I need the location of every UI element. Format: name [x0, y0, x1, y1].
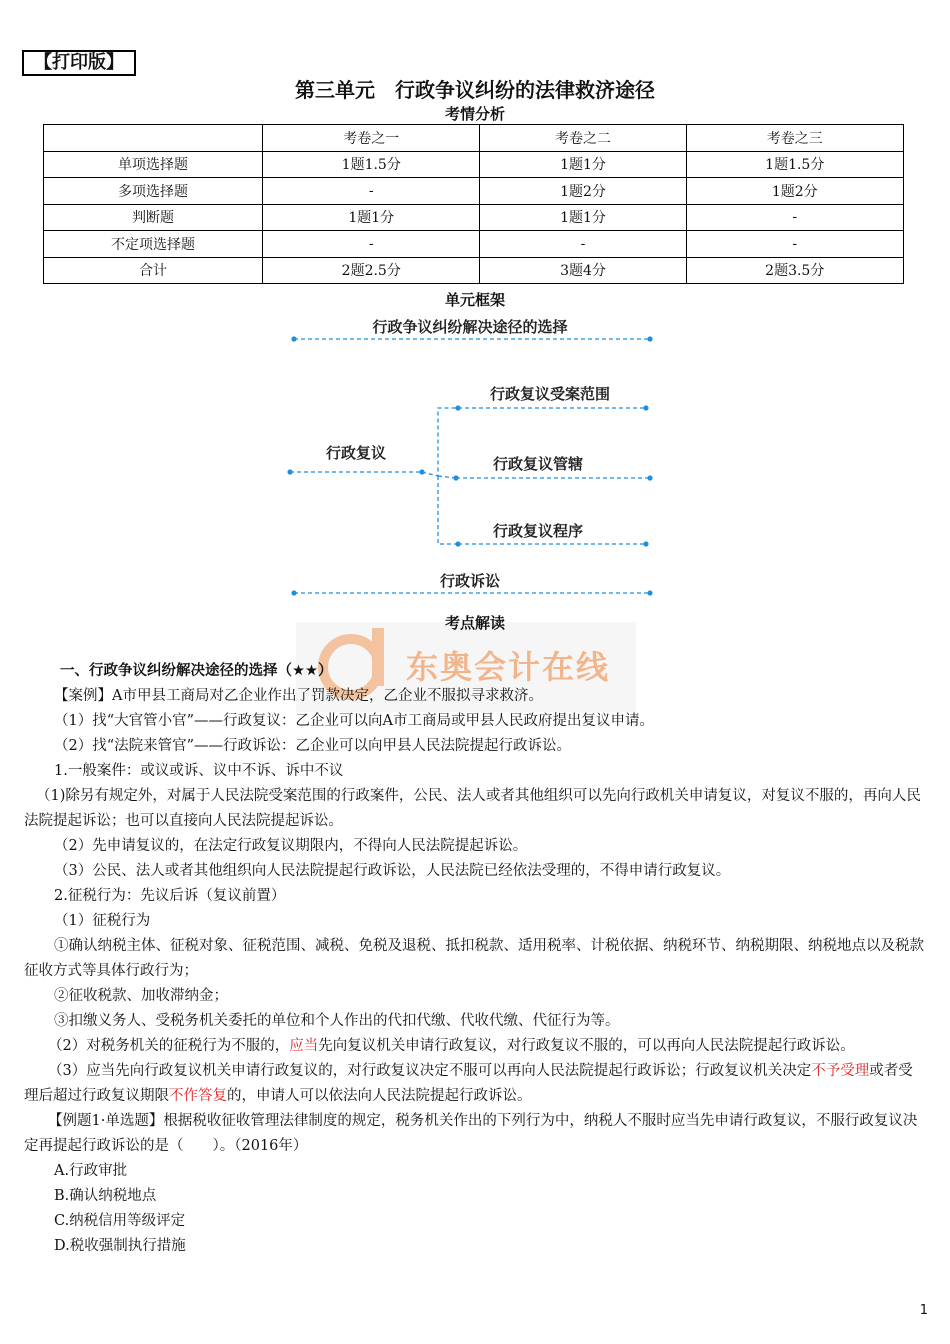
option-c: C.纳税信用等级评定 [54, 1213, 186, 1229]
framework-mindmap [0, 300, 950, 610]
point-1-item-2: （2）先申请复议的，在法定行政复议期限内，不得向人民法院提起诉讼。 [54, 838, 528, 854]
node-dot [287, 469, 292, 474]
print-version-tag: 【打印版】 [22, 50, 136, 76]
table-cell: 1题2分 [480, 178, 686, 205]
point-1-item-3: （3）公民、法人或者其他组织向人民法院提起行政诉讼，人民法院已经依法受理的，不得申请行政复议。 [54, 863, 731, 879]
table-cell: 单项选择题 [44, 151, 263, 178]
table-header-cell: 考卷之三 [686, 125, 904, 152]
node-dot [643, 541, 648, 546]
text-segment: 或者受理后超过行政复议期限 [24, 1063, 913, 1104]
content-body [24, 659, 926, 1259]
connector-branch-2 [438, 476, 456, 478]
table-cell: 1题1分 [480, 151, 686, 178]
text-segment: 先向复议机关申请行政复议，对行政复议不服的，可以再向人民法院提起行政诉讼。 [318, 1038, 855, 1054]
point-1-title: 1.一般案件：或议或诉、议中不诉、诉中不议 [54, 763, 344, 779]
point-2-item-1b: ②征收税款、加收滞纳金； [54, 988, 228, 1004]
option-b: B.确认纳税地点 [54, 1188, 157, 1204]
case-point-2: （2）找“法院来管官”——行政诉讼：乙企业可以向甲县人民法院提起行政诉讼。 [54, 738, 572, 754]
mindmap-bottom-label: 行政诉讼 [439, 572, 500, 590]
table-cell: 不定项选择题 [44, 231, 263, 258]
watermark-text: 东奥会计在线 [406, 648, 611, 686]
table-cell: - [686, 204, 904, 231]
node-dot [291, 336, 296, 341]
table-cell: - [480, 231, 686, 258]
table-row [44, 204, 904, 231]
option-d: D.税收强制执行措施 [54, 1238, 186, 1254]
point-2-item-1: （1）征税行为 [54, 913, 151, 929]
example-question: 【例题1·单选题】根据税收征收管理法律制度的规定，税务机关作出的下列行为中，纳税人不服时应当先申请行政复议，不服行政复议决定再提起行政诉讼的是（ ）。（2016年） [24, 1113, 918, 1154]
point-2-item-2 [24, 1034, 926, 1059]
connector-branch-3 [438, 476, 458, 544]
table-header-cell: 考卷之二 [480, 125, 686, 152]
node-dot [419, 469, 424, 474]
mindmap-center-label: 行政复议 [326, 444, 387, 462]
table-header-row [44, 125, 904, 152]
text-segment: （3）应当先向行政复议机关申请行政复议的，对行政复议决定不服可以再向人民法院提起行政诉讼；行政复议机关决定 [48, 1063, 812, 1079]
point-2-item-3 [24, 1059, 926, 1109]
table-cell: 多项选择题 [44, 178, 263, 205]
table-row [44, 257, 904, 284]
mindmap-branch-3-label: 行政复议程序 [493, 522, 584, 540]
table-cell: 1题1分 [480, 204, 686, 231]
case-point-1: （1）找“大官管小官”——行政复议：乙企业可以向A市工商局或甲县人民政府提出复议申请。 [54, 713, 655, 729]
table-header-cell: 考卷之一 [263, 125, 480, 152]
node-dot [291, 590, 296, 595]
mindmap-branch-2-label: 行政复议管辖 [493, 455, 584, 473]
text-segment: （2）对税务机关的征税行为不服的， [48, 1038, 290, 1054]
node-dot [453, 475, 458, 480]
table-header-cell [44, 125, 263, 152]
table-cell: 1题1.5分 [686, 151, 904, 178]
highlight-text: 不予受理 [811, 1063, 870, 1079]
table-cell: 1题2分 [686, 178, 904, 205]
point-1-item-1: （1)除另有规定外，对属于人民法院受案范围的行政案件，公民、法人或者其他组织可以先向行政机关申请复议，对复议不服的，再向人民法院提起诉讼；也可以直接向人民法院提起诉讼。 [24, 788, 921, 829]
node-dot [643, 405, 648, 410]
table-cell: - [263, 178, 480, 205]
section-1-title: 一、行政争议纠纷解决途径的选择（★★） [60, 663, 333, 679]
table-cell: 2题2.5分 [263, 257, 480, 284]
exam-analysis-table [43, 124, 904, 284]
point-2-item-1a: ①确认纳税主体、征税对象、征税范围、减税、免税及退税、抵扣税款、适用税率、计税依据、纳税环节、纳税期限、纳税地点以及税款征收方式等具体行政行为； [24, 938, 924, 979]
table-cell: 1题1分 [263, 204, 480, 231]
table-cell: 1题1.5分 [263, 151, 480, 178]
table-cell: - [686, 231, 904, 258]
table-cell: - [263, 231, 480, 258]
exam-analysis-heading: 考情分析 [444, 105, 505, 123]
highlight-text: 不作答复 [169, 1088, 227, 1104]
points-heading: 考点解读 [444, 614, 505, 632]
node-dot [455, 405, 460, 410]
mindmap-top-label: 行政争议纠纷解决途径的选择 [372, 318, 568, 336]
table-cell: 3题4分 [480, 257, 686, 284]
table-cell: 2题3.5分 [686, 257, 904, 284]
point-2-item-1c: ③扣缴义务人、受税务机关委托的单位和个人作出的代扣代缴、代收代缴、代征行为等。 [54, 1013, 620, 1029]
highlight-text: 应当 [289, 1038, 319, 1054]
node-dot [647, 590, 652, 595]
node-dot [647, 475, 652, 480]
point-2-title: 2.征税行为：先议后诉（复议前置） [54, 888, 286, 904]
node-dot [455, 541, 460, 546]
table-cell: 判断题 [44, 204, 263, 231]
mindmap-branch-1-label: 行政复议受案范围 [490, 385, 611, 403]
option-a: A.行政审批 [54, 1163, 128, 1179]
table-cell: 合计 [44, 257, 263, 284]
page-title: 第三单元 行政争议纠纷的法律救济途径 [295, 78, 655, 102]
table-row [44, 151, 904, 178]
case-paragraph: 【案例】A市甲县工商局对乙企业作出了罚款决定，乙企业不服拟寻求救济。 [54, 688, 543, 704]
node-dot [647, 336, 652, 341]
connector-branch-1 [422, 408, 458, 476]
table-row [44, 231, 904, 258]
text-segment: 的，申请人可以依法向人民法院提起行政诉讼。 [227, 1088, 532, 1104]
framework-heading: 单元框架 [444, 291, 505, 309]
table-row [44, 178, 904, 205]
page-number: 1 [919, 1303, 928, 1318]
